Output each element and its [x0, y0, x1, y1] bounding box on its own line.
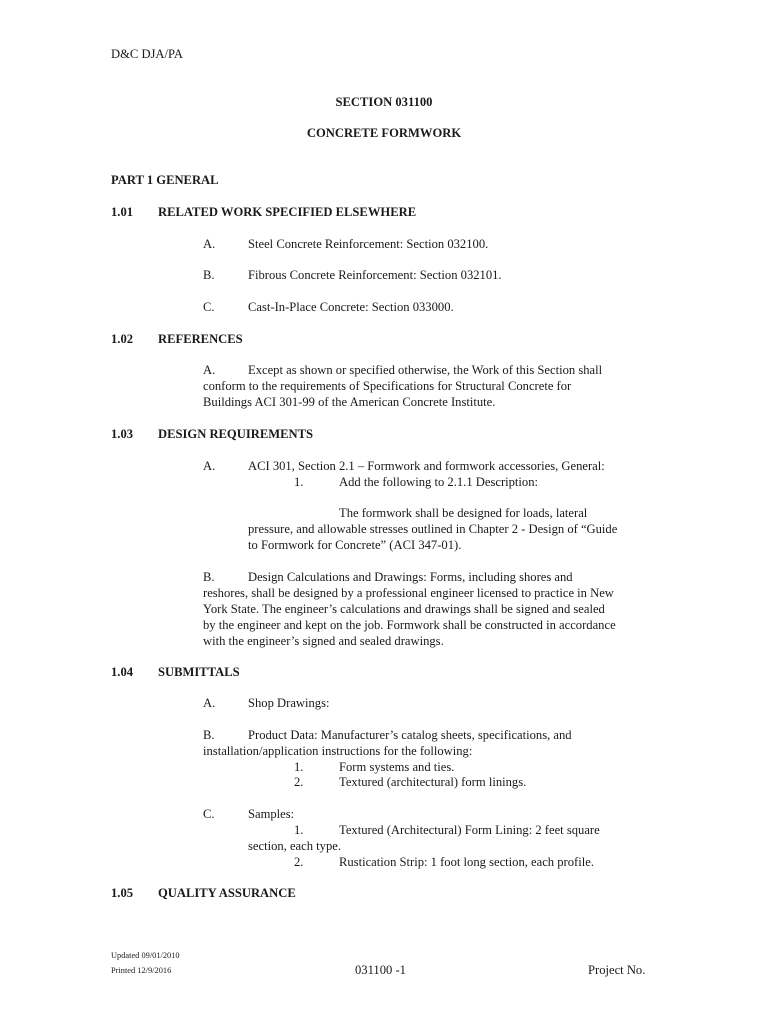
paragraph-text: Design Calculations and Drawings: Forms, including shores and	[248, 570, 573, 584]
article-title: DESIGN REQUIREMENTS	[158, 427, 314, 441]
subparagraph-text: Textured (architectural) form linings.	[339, 775, 527, 789]
subparagraph-text: Form systems and ties.	[339, 760, 455, 774]
article-title: REFERENCES	[158, 332, 243, 346]
subparagraph-text: Textured (Architectural) Form Lining: 2 feet square	[339, 823, 600, 837]
article-title: SUBMITTALS	[158, 665, 240, 679]
paragraph-letter: B.	[203, 268, 215, 282]
article-title: RELATED WORK SPECIFIED ELSEWHERE	[158, 205, 417, 219]
paragraph-text: section, each type.	[248, 839, 342, 853]
paragraph-letter: A.	[203, 459, 216, 473]
paragraph-text: by the engineer and kept on the job. Formwork shall be constructed in accordance	[203, 618, 616, 632]
paragraph-text: The formwork shall be designed for loads, lateral	[339, 506, 588, 520]
section-label: SECTION 031100	[335, 95, 433, 109]
paragraph-letter: C.	[203, 300, 215, 314]
paragraph-text: installation/application instructions for the following:	[203, 744, 473, 758]
paragraph-text: Steel Concrete Reinforcement: Section 032100.	[248, 237, 489, 251]
paragraph-text: conform to the requirements of Specifications for Structural Concrete for	[203, 379, 572, 393]
paragraph-letter: A.	[203, 363, 216, 377]
paragraph-letter: B.	[203, 728, 215, 742]
subparagraph-text: Rustication Strip: 1 foot long section, each profile.	[339, 855, 594, 869]
paragraph-text: Fibrous Concrete Reinforcement: Section 032101.	[248, 268, 502, 282]
paragraph-text: Product Data: Manufacturer’s catalog sheets, specifications, and	[248, 728, 572, 742]
owner-label: D&C DJA/PA	[111, 47, 183, 61]
paragraph-text: with the engineer’s signed and sealed drawings.	[203, 634, 444, 648]
paragraph-text: Buildings ACI 301-99 of the American Concrete Institute.	[203, 395, 496, 409]
footer-printed: Printed 12/9/2016	[111, 966, 172, 975]
subparagraph-number: 1.	[294, 823, 304, 837]
subparagraph-text: Add the following to 2.1.1 Description:	[339, 475, 539, 489]
footer-updated: Updated 09/01/2010	[111, 951, 180, 960]
part-heading: PART 1 GENERAL	[111, 173, 219, 187]
paragraph-text: ACI 301, Section 2.1 – Formwork and formwork accessories, General:	[248, 459, 605, 473]
article-number: 1.05	[111, 886, 134, 900]
paragraph-text: reshores, shall be designed by a professional engineer licensed to practice in New	[203, 586, 614, 600]
footer-project-number: Project No.	[588, 963, 646, 977]
paragraph-letter: C.	[203, 807, 215, 821]
article-number: 1.03	[111, 427, 134, 441]
paragraph-letter: A.	[203, 696, 216, 710]
paragraph-text: pressure, and allowable stresses outlined in Chapter 2 - Design of “Guide	[248, 522, 618, 536]
paragraph-text: York State. The engineer’s calculations and drawings shall be signed and sealed	[203, 602, 605, 616]
subparagraph-number: 1.	[294, 760, 304, 774]
article-title: QUALITY ASSURANCE	[158, 886, 296, 900]
subparagraph-number: 2.	[294, 775, 304, 789]
paragraph-text: Samples:	[248, 807, 295, 821]
paragraph-text: to Formwork for Concrete” (ACI 347-01).	[248, 538, 462, 552]
paragraph-text: Cast-In-Place Concrete: Section 033000.	[248, 300, 454, 314]
paragraph-text: Except as shown or specified otherwise, the Work of this Section shall	[248, 363, 603, 377]
footer-page-number: 031100 -1	[355, 963, 406, 977]
section-title: CONCRETE FORMWORK	[306, 126, 462, 140]
subparagraph-number: 2.	[294, 855, 304, 869]
paragraph-letter: B.	[203, 570, 215, 584]
article-number: 1.01	[111, 205, 134, 219]
subparagraph-number: 1.	[294, 475, 304, 489]
paragraph-text: Shop Drawings:	[248, 696, 330, 710]
article-number: 1.04	[111, 665, 134, 679]
paragraph-letter: A.	[203, 237, 216, 251]
article-number: 1.02	[111, 332, 134, 346]
